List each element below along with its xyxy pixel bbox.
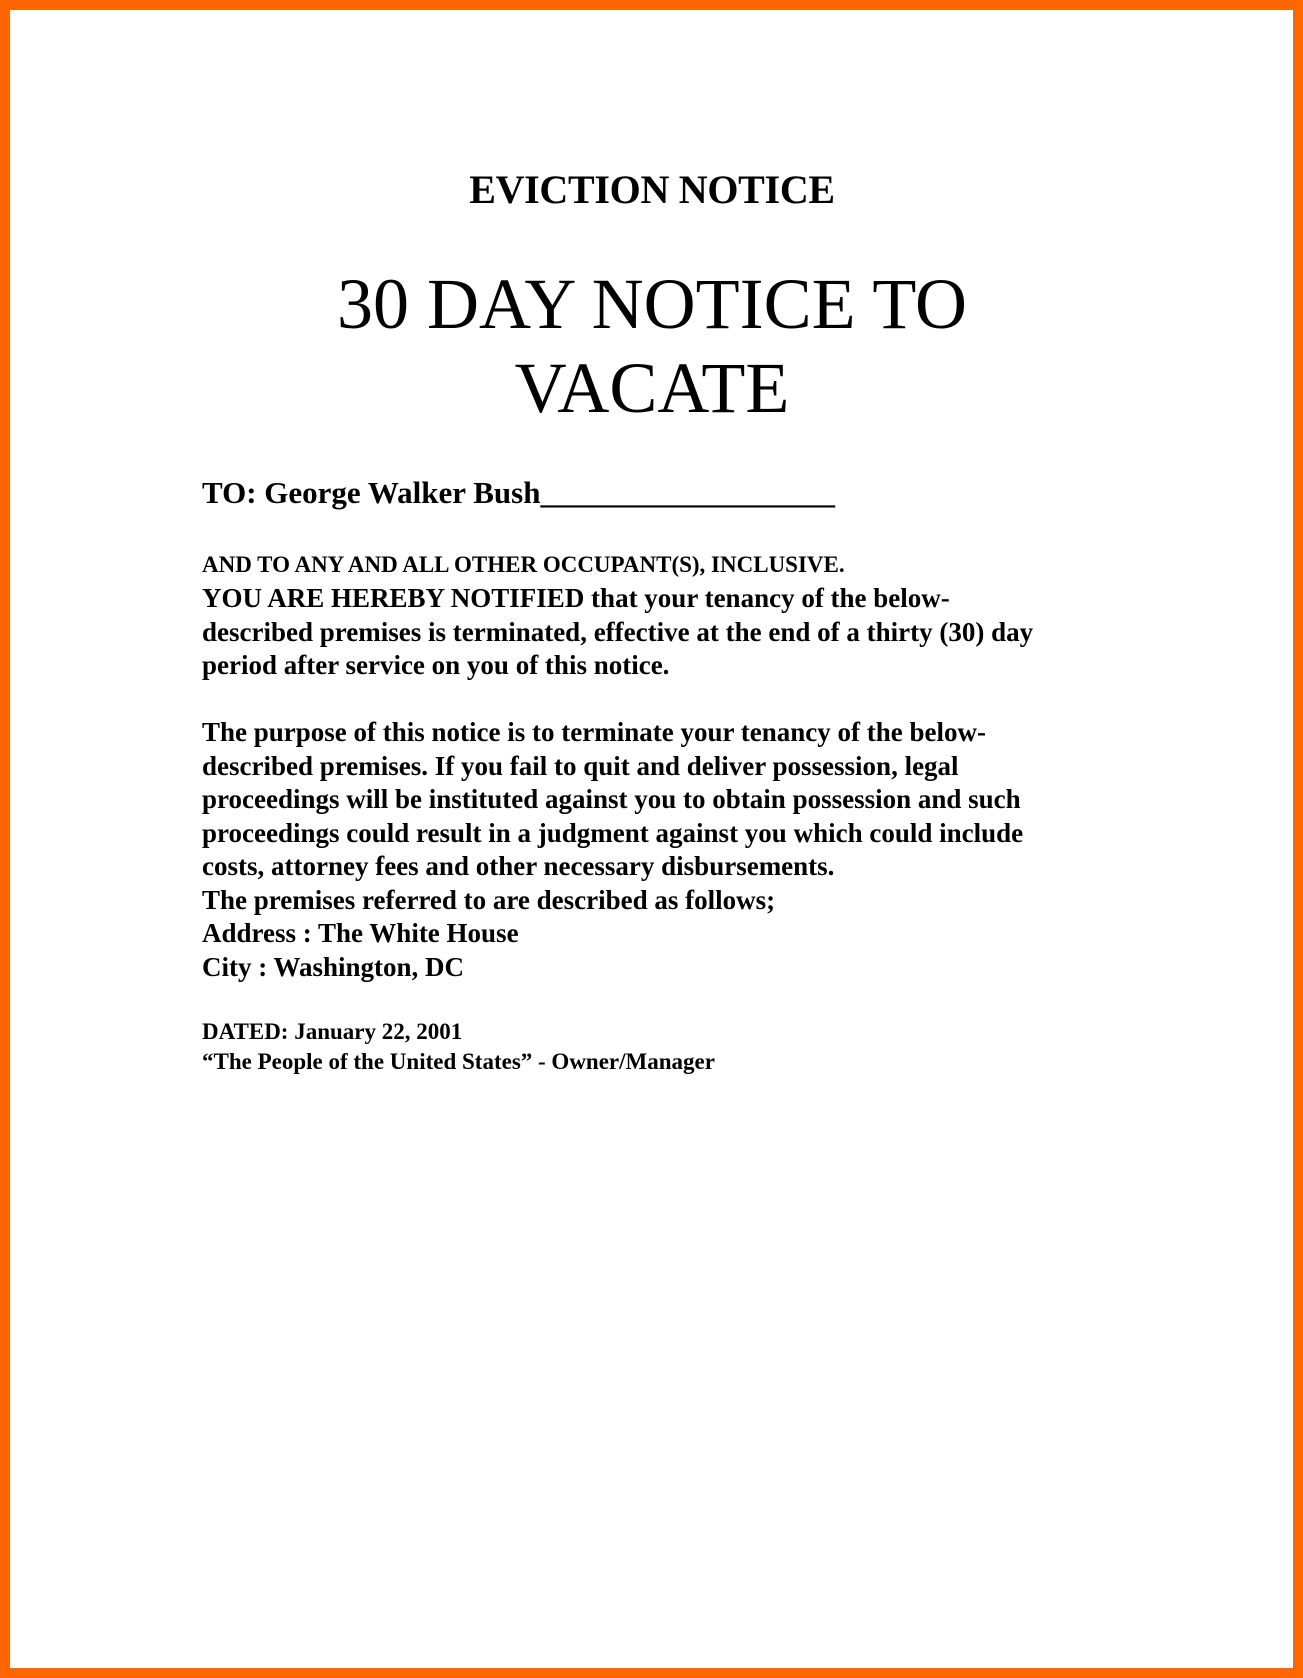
signature-line: “The People of the United States” - Owner/Manager: [202, 1049, 715, 1074]
title-line-1: 30 DAY NOTICE TO: [336, 264, 968, 344]
paragraph-line: described premises. If you fail to quit and deliver possession, legal: [202, 750, 959, 781]
address-line: Address : The White House: [202, 918, 519, 948]
paragraph-line: YOU ARE HEREBY NOTIFIED that your tenancy of the below-: [202, 583, 950, 613]
paragraph-line: proceedings will be instituted against you to obtain possession and such: [202, 784, 1021, 814]
notification-paragraph: [202, 582, 1033, 683]
paragraph-line: described premises is terminated, effective at the end of a thirty (30) day: [202, 616, 1034, 647]
paragraph-line: period after service on you of this notice.: [202, 650, 670, 680]
paragraph-line: proceedings could result in a judgment against you which could include: [202, 817, 1024, 848]
recipient-line: TO: George Walker Bush___________________: [202, 475, 835, 510]
city-line: City : Washington, DC: [202, 951, 465, 982]
document-label: EVICTION NOTICE: [469, 167, 835, 212]
paragraph-line: costs, attorney fees and other necessary disbursements.: [202, 851, 835, 881]
purpose-paragraph: [202, 716, 1023, 984]
dated-line: DATED: January 22, 2001: [202, 1019, 463, 1044]
document-title: [202, 262, 1102, 430]
premises-intro-line: The premises referred to are described as follows;: [202, 884, 776, 915]
title-line-2: VACATE: [514, 348, 790, 428]
occupants-line: AND TO ANY AND ALL OTHER OCCUPANT(S), INCLUSIVE.: [202, 552, 845, 577]
paragraph-line: The purpose of this notice is to terminate your tenancy of the below-: [202, 717, 986, 747]
signature-block: [202, 1017, 715, 1077]
